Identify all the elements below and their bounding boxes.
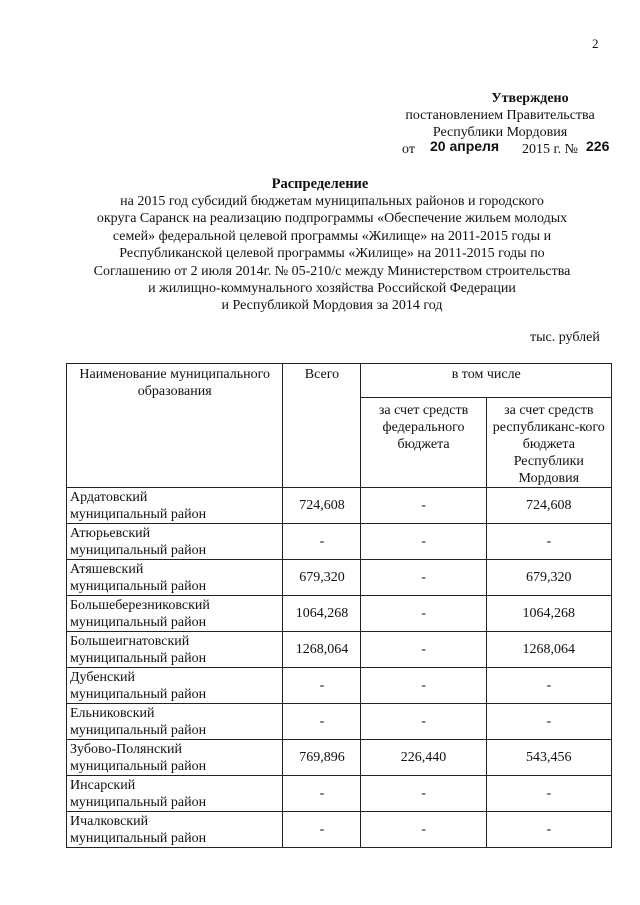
district-name: Атяшевский xyxy=(70,562,144,577)
table-row xyxy=(67,488,612,524)
header-total: Всего xyxy=(283,364,361,488)
republic-cell: 1064,268 xyxy=(486,596,611,632)
district-type: муниципальный район xyxy=(70,543,207,558)
district-name-cell xyxy=(67,488,283,524)
subtitle-line: и Республикой Мордовия за 2014 год xyxy=(221,298,443,314)
table-row xyxy=(67,524,612,560)
table-row xyxy=(67,668,612,704)
federal-cell: - xyxy=(361,812,486,848)
district-name: Ардатовский xyxy=(70,490,148,505)
district-name-cell xyxy=(67,776,283,812)
subtitle-line: на 2015 год субсидий бюджетам муниципальных районов и городского xyxy=(120,194,544,209)
subtitle-line: округа Саранск на реализацию подпрограммы «Обеспечение жильем молодых xyxy=(96,211,568,227)
subtitle-line: Соглашению от 2 июля 2014г. № 05-210/с между Министерством строительства xyxy=(93,263,571,279)
republic-cell: 1268,064 xyxy=(486,632,611,668)
total-cell: 724,608 xyxy=(283,488,361,524)
district-name-cell xyxy=(67,704,283,740)
table-row xyxy=(67,560,612,596)
document-subtitle xyxy=(62,193,602,315)
approval-block xyxy=(380,90,620,159)
approval-date: 20 апреля xyxy=(430,138,500,154)
federal-cell: - xyxy=(361,776,486,812)
district-type: муниципальный район xyxy=(70,723,207,738)
total-cell: - xyxy=(283,812,361,848)
district-type: муниципальный район xyxy=(70,579,207,594)
total-cell: 769,896 xyxy=(283,740,361,776)
table-row xyxy=(67,740,612,776)
table-row xyxy=(67,632,612,668)
district-name: Ичалковский xyxy=(70,814,149,829)
district-name-cell xyxy=(67,632,283,668)
district-name: Инсарский xyxy=(70,778,136,793)
document-title: Распределение xyxy=(271,176,369,192)
table-row xyxy=(67,776,612,812)
table-row xyxy=(67,596,612,632)
federal-cell: - xyxy=(361,632,486,668)
approval-line-3: Республики Мордовия xyxy=(432,125,568,140)
total-cell: - xyxy=(283,776,361,812)
district-name-cell xyxy=(67,668,283,704)
total-cell: 1268,064 xyxy=(283,632,361,668)
approval-year: 2015 г. № xyxy=(522,142,579,157)
header-name: Наименование муниципального образования xyxy=(67,364,283,488)
district-name-cell xyxy=(67,524,283,560)
approval-title: Утверждено xyxy=(491,91,569,106)
republic-cell: - xyxy=(486,776,611,812)
federal-cell: - xyxy=(361,560,486,596)
total-cell: - xyxy=(283,524,361,560)
federal-cell: - xyxy=(361,704,486,740)
table-body xyxy=(67,488,612,848)
republic-cell: - xyxy=(486,524,611,560)
units-label: тыс. рублей xyxy=(530,330,600,345)
federal-cell: 226,440 xyxy=(361,740,486,776)
district-type: муниципальный район xyxy=(70,615,207,630)
republic-cell: 543,456 xyxy=(486,740,611,776)
republic-cell: - xyxy=(486,704,611,740)
subtitle-line: семей» федеральной целевой программы «Жилище» на 2011-2015 годы и xyxy=(112,228,552,244)
district-name: Зубово-Полянский xyxy=(70,742,182,757)
republic-cell: - xyxy=(486,668,611,704)
district-type: муниципальный район xyxy=(70,795,207,810)
district-type: муниципальный район xyxy=(70,759,207,774)
district-name: Атюрьевский xyxy=(70,526,151,541)
approval-prefix: от xyxy=(402,142,415,157)
subtitle-line: Республиканской целевой программы «Жилище» на 2011-2015 годы по xyxy=(119,246,545,262)
federal-cell: - xyxy=(361,668,486,704)
approval-date-line xyxy=(380,138,620,159)
district-type: муниципальный район xyxy=(70,831,207,846)
table-row xyxy=(67,812,612,848)
district-type: муниципальный район xyxy=(70,507,207,522)
district-name: Ельниковский xyxy=(70,706,155,721)
republic-cell: - xyxy=(486,812,611,848)
district-name-cell xyxy=(67,812,283,848)
district-type: муниципальный район xyxy=(70,651,207,666)
approval-number: 226 xyxy=(586,138,610,154)
federal-cell: - xyxy=(361,596,486,632)
distribution-table xyxy=(66,363,612,848)
header-including: в том числе xyxy=(361,364,612,398)
republic-cell: 679,320 xyxy=(486,560,611,596)
district-name: Дубенский xyxy=(70,670,136,685)
total-cell: - xyxy=(283,704,361,740)
header-republic: за счет средств республиканс-кого бюджета Республики Мордовия xyxy=(486,398,611,488)
republic-cell: 724,608 xyxy=(486,488,611,524)
district-type: муниципальный район xyxy=(70,687,207,702)
total-cell: 679,320 xyxy=(283,560,361,596)
district-name-cell xyxy=(67,560,283,596)
approval-line-2: постановлением Правительства xyxy=(405,108,595,123)
district-name-cell xyxy=(67,740,283,776)
district-name: Большеберезниковский xyxy=(70,598,210,613)
total-cell: - xyxy=(283,668,361,704)
subtitle-line: и жилищно-коммунального хозяйства Российской Федерации xyxy=(148,281,516,297)
header-federal: за счет средств федерального бюджета xyxy=(361,398,486,488)
table-row xyxy=(67,704,612,740)
district-name-cell xyxy=(67,596,283,632)
federal-cell: - xyxy=(361,524,486,560)
district-name: Большеигнатовский xyxy=(70,634,190,649)
federal-cell: - xyxy=(361,488,486,524)
page-number: 2 xyxy=(592,36,599,51)
total-cell: 1064,268 xyxy=(283,596,361,632)
